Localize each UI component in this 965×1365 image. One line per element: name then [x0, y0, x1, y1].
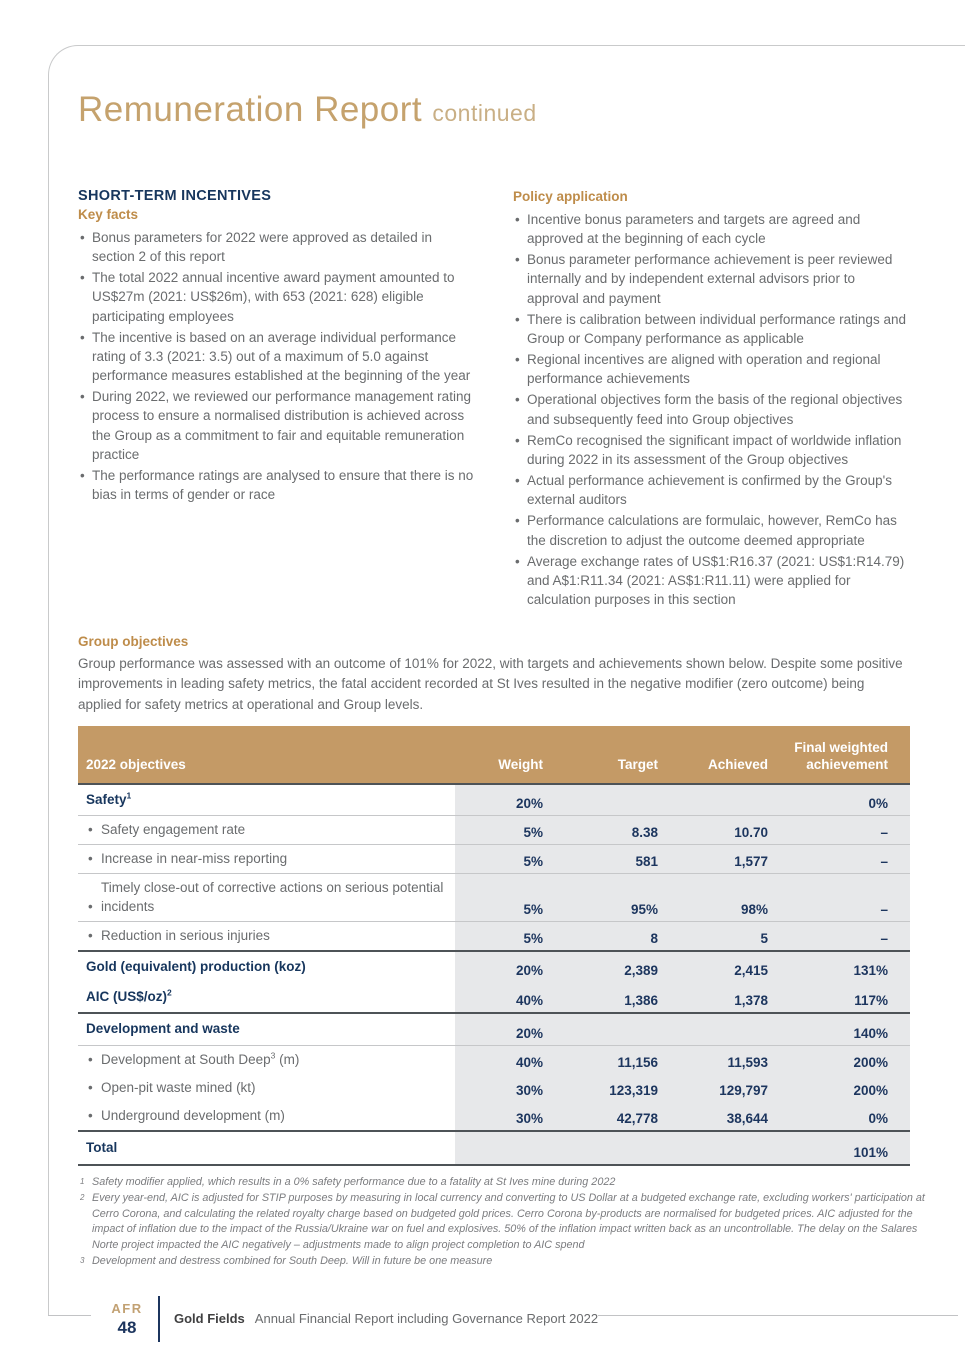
list-item-text: RemCo recognised the significant impact of worldwide inflation during 2022 in its assessment of the Group objectives	[527, 432, 902, 467]
cell-weight-value: 5%	[523, 854, 543, 870]
cell-target-value: 42,778	[616, 1111, 658, 1127]
list-item	[78, 268, 475, 325]
table-row	[78, 982, 910, 1012]
row-label	[78, 1132, 455, 1164]
bullet-glyph: •	[88, 1108, 93, 1124]
list-item-text: Incentive bonus parameters and targets are agreed and approved at the beginning of each cycle	[527, 212, 861, 247]
cell-achieved	[680, 816, 790, 844]
table-header-achieved: Achieved	[707, 756, 768, 772]
list-item	[513, 390, 910, 428]
row-label-text: Underground development (m)	[101, 1108, 285, 1124]
row-label-text: AIC (US$/oz)$^2$	[86, 987, 172, 1005]
page-title-continued: continued	[432, 100, 537, 126]
cell-final	[790, 1074, 910, 1102]
cell-target-value: 123,319	[609, 1083, 658, 1099]
table-body	[78, 783, 910, 1167]
group-objectives-section	[78, 633, 910, 715]
cell-final-value: –	[880, 930, 888, 946]
table-header-objectives: 2022 objectives	[86, 756, 186, 772]
table-row	[78, 844, 910, 873]
cell-weight-value: 30%	[515, 1083, 543, 1099]
footnote-text: Development and destress combined for South Deep. Will in future be one measure	[92, 1254, 493, 1267]
bullet-glyph: •	[88, 1051, 93, 1067]
cell-target	[565, 874, 680, 920]
cell-achieved	[680, 922, 790, 950]
cell-achieved	[680, 1132, 790, 1164]
cell-weight	[455, 1046, 565, 1074]
cell-weight	[455, 1102, 565, 1130]
list-item-text: The performance ratings are analysed to ensure that there is no bias in terms of gender or race	[92, 467, 474, 503]
row-label-text: Increase in near-miss reporting	[101, 851, 288, 867]
cell-weight	[455, 982, 565, 1012]
list-item-text: Actual performance achievement is confirmed by the Group's external auditors	[527, 473, 893, 508]
page-number-block	[108, 1301, 146, 1338]
list-item-text: Regional incentives are aligned with operation and regional performance achievements	[527, 352, 881, 387]
cell-final-value: 131%	[853, 963, 888, 979]
footer-rule-right	[598, 1315, 958, 1316]
cell-target	[565, 922, 680, 950]
cell-target	[565, 1046, 680, 1074]
cell-achieved	[680, 874, 790, 920]
page-border-bottom-stub	[48, 1315, 91, 1316]
cell-target	[565, 845, 680, 873]
cell-target-value: 8.38	[631, 825, 658, 841]
cell-weight-value: 40%	[515, 1054, 543, 1070]
bullet-glyph: •	[515, 473, 520, 489]
footer-text	[174, 1310, 598, 1328]
table-header-row	[78, 726, 910, 783]
footer-page-number: 48	[117, 1317, 137, 1337]
footnote-reference: 2	[167, 987, 172, 998]
cell-final	[790, 1014, 910, 1044]
cell-weight	[455, 785, 565, 815]
row-label	[78, 1014, 455, 1044]
list-item	[513, 511, 910, 549]
footnote	[78, 1254, 934, 1270]
bullet-glyph: •	[515, 553, 520, 569]
page-footer	[108, 1296, 598, 1342]
list-item	[513, 431, 910, 469]
short-term-incentives-heading: SHORT-TERM INCENTIVES	[78, 188, 272, 204]
cell-achieved	[680, 845, 790, 873]
group-objectives-heading: Group objectives	[78, 634, 189, 650]
bullet-glyph: •	[80, 467, 85, 483]
table-row	[78, 1045, 910, 1074]
row-label	[78, 816, 455, 844]
cell-final	[790, 785, 910, 815]
footnotes	[78, 1175, 934, 1269]
bullet-glyph: •	[80, 329, 85, 345]
cell-weight	[455, 1014, 565, 1044]
cell-target-value: 1,386	[624, 993, 658, 1009]
cell-target-value: 11,156	[617, 1054, 658, 1070]
cell-weight	[455, 1132, 565, 1164]
bullet-glyph: •	[80, 389, 85, 405]
cell-target	[565, 1132, 680, 1164]
row-label-text: Gold (equivalent) production (koz)	[86, 958, 306, 974]
cell-achieved-value: 98%	[740, 901, 768, 917]
cell-final	[790, 1046, 910, 1074]
cell-weight-value: 30%	[515, 1111, 543, 1127]
list-item	[78, 328, 475, 385]
cell-target-value: 2,389	[624, 963, 658, 979]
list-item-text: Performance calculations are formulaic, however, RemCo has the discretion to adjust the outcome deemed appropriate	[527, 513, 897, 548]
cell-final	[790, 1132, 910, 1164]
key-facts-heading: Key facts	[78, 207, 139, 222]
footnote	[78, 1175, 934, 1191]
row-label	[78, 874, 455, 920]
table-row	[78, 1102, 910, 1130]
row-label-text: Reduction in serious injuries	[101, 927, 270, 943]
cell-weight	[455, 952, 565, 982]
cell-weight-value: 20%	[515, 963, 543, 979]
bullet-glyph: •	[88, 898, 93, 914]
bullet-glyph: •	[88, 1079, 93, 1095]
row-label-text: Open-pit waste mined (kt)	[101, 1079, 256, 1095]
bullet-glyph: •	[515, 212, 520, 227]
cell-target	[565, 1102, 680, 1130]
table-row	[78, 1130, 910, 1166]
cell-target	[565, 952, 680, 982]
cell-final-value: 0%	[868, 1111, 888, 1127]
table-header-weight: Weight	[498, 756, 543, 772]
list-item	[513, 210, 910, 248]
table-row	[78, 873, 910, 920]
column-policy-application	[513, 188, 910, 611]
bullet-glyph: •	[515, 311, 520, 327]
row-label-text: Development at South Deep$^3$ (m)	[101, 1050, 300, 1067]
cell-weight-value: 20%	[515, 795, 543, 811]
cell-achieved-value: 11,593	[727, 1054, 768, 1070]
cell-final-value: 0%	[868, 795, 888, 811]
cell-final-value: –	[880, 854, 888, 870]
row-label-text: Safety$^1$	[86, 790, 132, 807]
list-item-text: Bonus parameters for 2022 were approved as detailed in section 2 of this report	[92, 230, 432, 265]
cell-weight	[455, 816, 565, 844]
row-label	[78, 1046, 455, 1074]
cell-target	[565, 982, 680, 1012]
cell-final-value: 140%	[853, 1025, 888, 1041]
list-item-text: The total 2022 annual incentive award payment amounted to US$27m (2021: US$26m), with 653 (2021: 628) eligible participating employees	[92, 270, 455, 324]
list-item-text: During 2022, we reviewed our performance management rating process to ensure a normalised distribution is achieved across the Group as a commitment to fair and equitable remuneration practice	[92, 389, 471, 462]
list-item	[513, 471, 910, 509]
cell-target-value: 95%	[630, 901, 658, 917]
bullet-glyph: •	[80, 230, 85, 245]
footnote-reference: 1	[126, 790, 132, 801]
cell-final-value: –	[880, 901, 888, 917]
list-item-text: Bonus parameter performance achievement is peer reviewed internally and by independent external advisors prior to approval and payment	[527, 252, 893, 306]
bullet-glyph: •	[88, 927, 93, 943]
column-key-facts	[78, 188, 475, 506]
objectives-table	[78, 726, 910, 1167]
list-item	[78, 466, 475, 504]
cell-final-value: 101%	[853, 1145, 888, 1161]
page-title	[78, 90, 910, 130]
bullet-glyph: •	[88, 821, 93, 837]
cell-target	[565, 816, 680, 844]
cell-weight	[455, 1074, 565, 1102]
cell-final-value: –	[880, 825, 888, 841]
cell-final-value: 200%	[853, 1054, 888, 1070]
cell-achieved-value: 1,577	[734, 854, 768, 870]
cell-final-value: 117%	[854, 993, 888, 1009]
cell-final	[790, 982, 910, 1012]
bullet-glyph: •	[515, 252, 520, 268]
cell-weight	[455, 874, 565, 920]
list-item-text: There is calibration between individual performance ratings and Group or Company performance as applicable	[527, 311, 906, 346]
footnote-reference: 3	[270, 1050, 276, 1061]
cell-final	[790, 952, 910, 982]
footnote-number: 3	[80, 1255, 85, 1265]
cell-achieved	[680, 1102, 790, 1130]
row-label-text: Total	[86, 1140, 118, 1156]
footer-report-title: Annual Financial Report including Governance Report 2022	[254, 1311, 599, 1326]
table-row	[78, 1012, 910, 1044]
cell-target	[565, 1074, 680, 1102]
cell-weight-value: 40%	[515, 993, 543, 1009]
cell-target-value: 581	[635, 854, 658, 870]
group-objectives-intro: Group performance was assessed with an outcome of 101% for 2022, with targets and achievements shown below. Despite some positive improvements in leading safety metrics, the fatal accident recorded at St Ives resulted in the negative modifier (zero outcome) being applied for safety metrics at operational and Group levels.	[78, 656, 903, 712]
cell-weight-value: 5%	[523, 825, 543, 841]
cell-weight	[455, 845, 565, 873]
table-row	[78, 815, 910, 844]
intro-columns	[78, 188, 910, 611]
table-header-target: Target	[617, 756, 658, 772]
list-item	[513, 350, 910, 388]
list-item	[513, 250, 910, 307]
cell-final-value: 200%	[853, 1083, 888, 1099]
footnote-text: Safety modifier applied, which results in a 0% safety performance due to a fatality at St Ives mine during 2022	[92, 1176, 616, 1189]
cell-target	[565, 1014, 680, 1044]
cell-achieved	[680, 982, 790, 1012]
row-label	[78, 982, 455, 1012]
cell-achieved	[680, 952, 790, 982]
cell-final	[790, 816, 910, 844]
row-label-text: Safety engagement rate	[101, 821, 246, 837]
footnote-number: 1	[80, 1177, 85, 1187]
policy-application-heading: Policy application	[513, 189, 628, 204]
list-item	[513, 552, 910, 609]
row-label-text: Timely close-out of corrective actions on serious potential incidents	[101, 880, 444, 914]
cell-achieved-value: 2,415	[734, 963, 768, 979]
table-row	[78, 950, 910, 982]
key-facts-list	[78, 228, 475, 504]
cell-achieved-value: 1,378	[734, 993, 768, 1009]
cell-achieved-value: 5	[760, 930, 768, 946]
row-label	[78, 1074, 455, 1102]
bullet-glyph: •	[515, 513, 520, 529]
footer-divider	[158, 1296, 160, 1342]
row-label	[78, 785, 455, 815]
cell-final	[790, 922, 910, 950]
cell-target-value: 8	[650, 930, 658, 946]
cell-achieved	[680, 1046, 790, 1074]
table-header-final-weighted: Final weighted achievement	[794, 739, 888, 772]
row-label	[78, 952, 455, 982]
cell-achieved-value: 38,644	[726, 1111, 768, 1127]
cell-final	[790, 1102, 910, 1130]
cell-achieved	[680, 1074, 790, 1102]
list-item	[78, 387, 475, 464]
footnote	[78, 1191, 934, 1254]
bullet-glyph: •	[515, 352, 520, 368]
cell-final	[790, 874, 910, 920]
list-item-text: Operational objectives form the basis of the regional objectives and subsequently feed into Group objectives	[527, 392, 903, 427]
row-label-text: Development and waste	[86, 1021, 240, 1037]
page-title-text: Remuneration Report	[78, 90, 423, 129]
row-label	[78, 845, 455, 873]
cell-weight-value: 5%	[523, 930, 543, 946]
list-item	[513, 310, 910, 348]
page-content	[78, 0, 925, 1269]
cell-target	[565, 785, 680, 815]
footer-brand: Gold Fields	[174, 1311, 245, 1326]
policy-application-list	[513, 210, 910, 609]
bullet-glyph: •	[88, 851, 93, 867]
list-item-text: Average exchange rates of US$1:R16.37 (2021: US$1:R14.79) and A$1:R11.34 (2021: AS$1:R11.11) were applied for calculation purposes in this section	[527, 553, 905, 607]
footer-afr-label: AFR	[111, 1300, 143, 1316]
cell-achieved-value: 10.70	[734, 825, 768, 841]
bullet-glyph: •	[515, 432, 520, 448]
cell-achieved	[680, 785, 790, 815]
row-label	[78, 1102, 455, 1130]
list-item-text: The incentive is based on an average individual performance rating of 3.3 (2021: 3.5) out of a maximum of 5.0 against performance measures established at the beginning of the year	[92, 329, 471, 384]
footnote-text: Every year-end, AIC is adjusted for STIP purposes by measuring in local currency and converting to US Dollar at a budgeted exchange rate, excluding workers' participation at Cerro Corona, and calculating the related royalty charge based on budgeted gold prices. Cerro Corona by-products are normalised for budgeted prices. AIC adjusted for the impact of inflation due to the impact of the Russia/Ukraine war on fuel and explosives. 50% of the inflation impact written back as an uncontrollable. The delay on the Salares Norte project impacted the AIC negatively – adjustments made to align project completion to AIC spend	[92, 1192, 925, 1252]
table-row	[78, 783, 910, 815]
cell-weight-value: 5%	[523, 901, 543, 917]
bullet-glyph: •	[80, 270, 85, 286]
list-item	[78, 228, 475, 266]
table-row	[78, 921, 910, 950]
table-row	[78, 1074, 910, 1102]
cell-final	[790, 845, 910, 873]
cell-weight-value: 20%	[515, 1025, 543, 1041]
bullet-glyph: •	[515, 392, 520, 408]
row-label	[78, 922, 455, 950]
cell-weight	[455, 922, 565, 950]
footnote-number: 2	[80, 1193, 85, 1203]
cell-achieved-value: 129,797	[719, 1083, 768, 1099]
cell-achieved	[680, 1014, 790, 1044]
